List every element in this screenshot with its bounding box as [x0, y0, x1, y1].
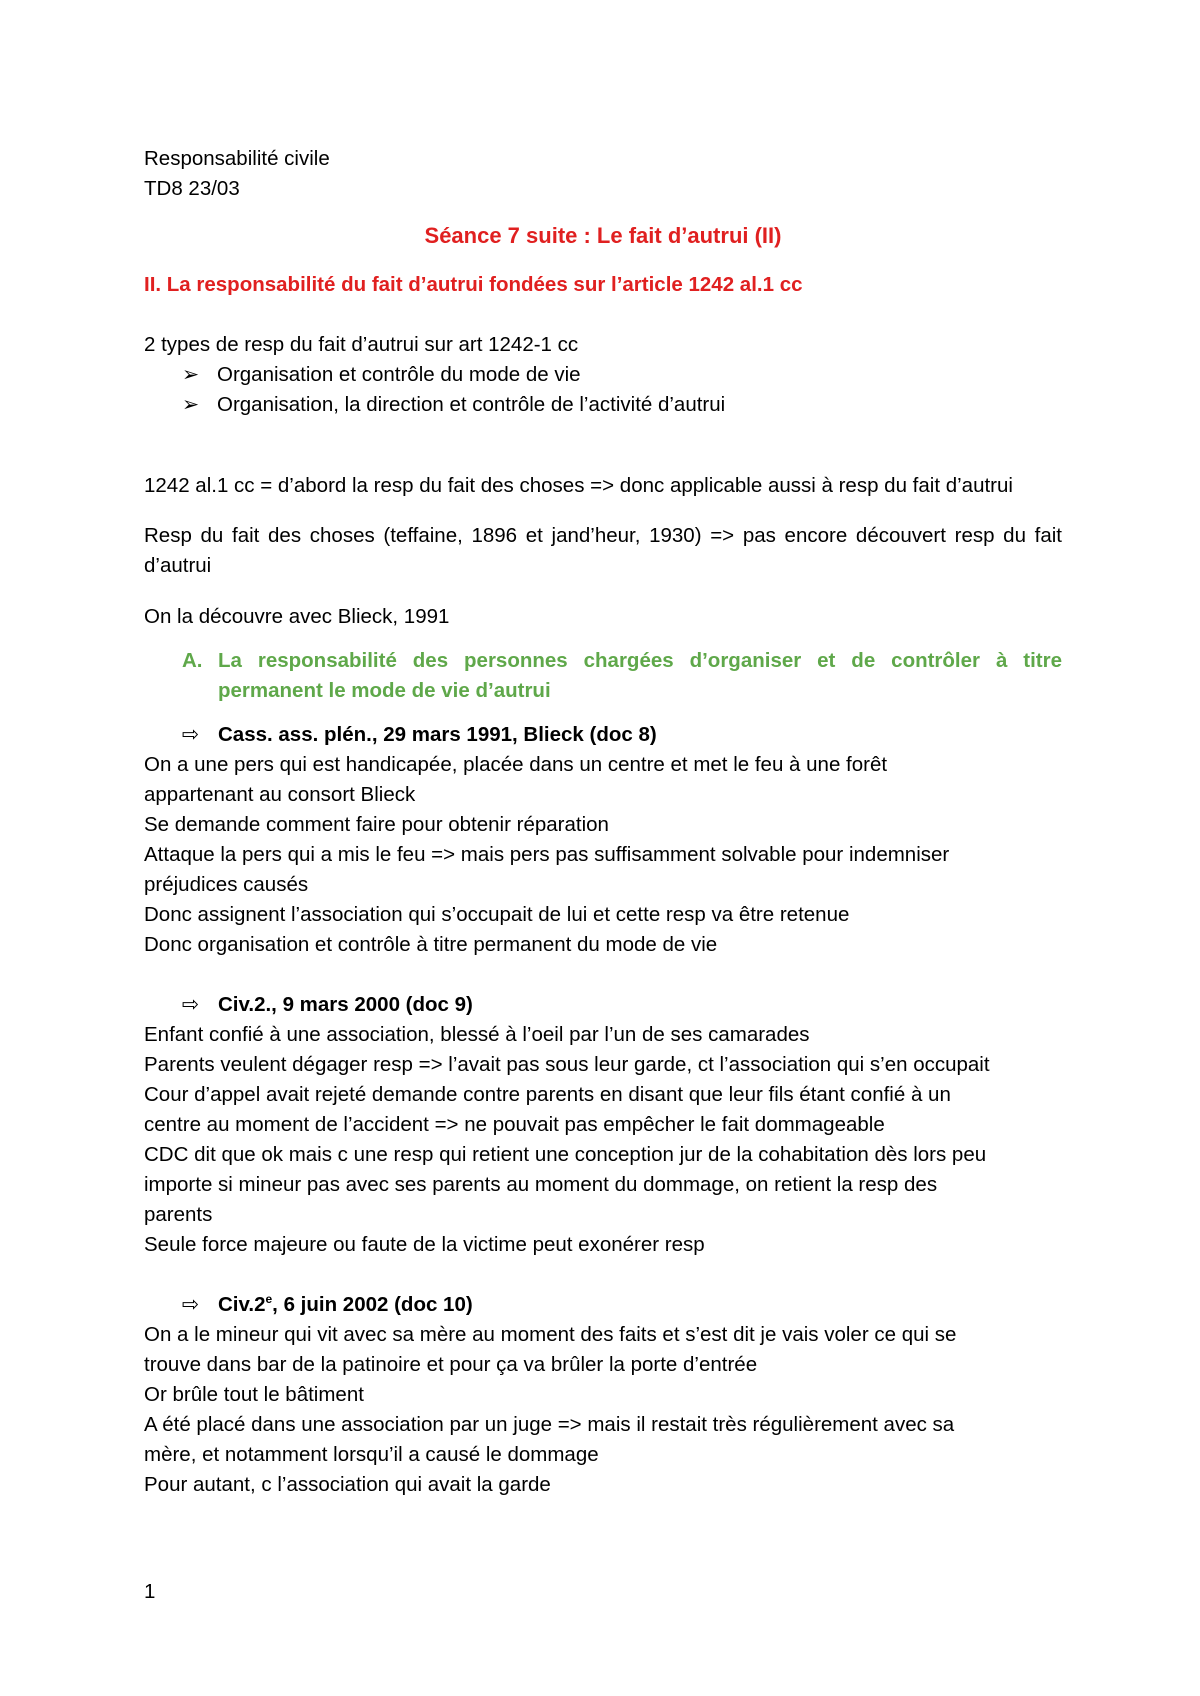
- course-name: Responsabilité civile: [144, 147, 330, 170]
- case-line: préjudices causés: [144, 872, 309, 896]
- page-content: [144, 144, 1062, 1500]
- case-line: Or brûle tout le bâtiment: [144, 1382, 364, 1406]
- case-line: centre au moment de l’accident => ne pouvait pas empêcher le fait dommageable: [144, 1112, 885, 1136]
- case-line: Enfant confié à une association, blessé à l’oeil par l’un de ses camarades: [144, 1022, 810, 1046]
- case-line: mère, et notamment lorsqu’il a causé le dommage: [144, 1442, 599, 1466]
- case-line: Attaque la pers qui a mis le feu => mais pers pas suffisamment solvable pour indemniser: [144, 842, 950, 866]
- section-ii-intro: 2 types de resp du fait d’autrui sur art 1242-1 cc: [144, 333, 579, 356]
- section-a-heading: [144, 646, 1062, 706]
- paragraph: Resp du fait des choses (teffaine, 1896 et jand’heur, 1930) => pas encore découvert resp du fait d’autrui: [144, 524, 1062, 577]
- document-title: Séance 7 suite : Le fait d’autrui (II): [424, 223, 782, 248]
- case-line: trouve dans bar de la patinoire et pour ça va brûler la porte d’entrée: [144, 1352, 758, 1376]
- case-title: Cass. ass. plén., 29 mars 1991, Blieck (doc 8): [218, 722, 657, 746]
- case-title: Civ.2., 9 mars 2000 (doc 9): [218, 992, 473, 1016]
- case-heading: [144, 720, 1062, 750]
- bullet-text: Organisation, la direction et contrôle de l’activité d’autrui: [217, 393, 726, 416]
- case-line: On a le mineur qui vit avec sa mère au moment des faits et s’est dit je vais voler ce qui se: [144, 1322, 957, 1346]
- case-line: Donc organisation et contrôle à titre permanent du mode de vie: [144, 932, 718, 956]
- case-line: parents: [144, 1202, 213, 1226]
- bullet-item: [144, 360, 1062, 390]
- paragraph: On la découvre avec Blieck, 1991: [144, 604, 450, 628]
- arrow-bullet-icon: ➢: [182, 393, 200, 416]
- arrow-right-icon: ⇨: [182, 992, 200, 1016]
- case-line: A été placé dans une association par un juge => mais il restait très régulièrement avec sa: [144, 1412, 955, 1436]
- case-line: appartenant au consort Blieck: [144, 782, 416, 806]
- case-line: Donc assignent l’association qui s’occupait de lui et cette resp va être retenue: [144, 902, 850, 926]
- section-a-title: La responsabilité des personnes chargées d’organiser et de contrôler à titre permanent le mode de vie d’autrui: [218, 648, 1062, 702]
- bullet-text: Organisation et contrôle du mode de vie: [217, 363, 581, 386]
- case-line: Parents veulent dégager resp => l’avait pas sous leur garde, ct l’association qui s’en occupait: [144, 1052, 990, 1076]
- section-a-marker: A.: [182, 648, 203, 672]
- case-line: CDC dit que ok mais c une resp qui retient une conception jur de la cohabitation dès lors peu: [144, 1142, 987, 1166]
- case-line: Pour autant, c l’association qui avait la garde: [144, 1472, 551, 1496]
- arrow-right-icon: ⇨: [182, 722, 200, 746]
- case-heading: [144, 990, 1062, 1020]
- arrow-bullet-icon: ➢: [182, 363, 200, 386]
- case-heading: [144, 1290, 1062, 1320]
- arrow-right-icon: ⇨: [182, 1292, 200, 1316]
- bullet-item: [144, 390, 1062, 420]
- session-date: TD8 23/03: [144, 177, 240, 200]
- case-line: Se demande comment faire pour obtenir réparation: [144, 812, 609, 836]
- page-number: 1: [144, 1580, 156, 1603]
- section-ii-heading: II. La responsabilité du fait d’autrui fondées sur l’article 1242 al.1 cc: [144, 273, 803, 296]
- case-line: Seule force majeure ou faute de la victime peut exonérer resp: [144, 1232, 705, 1256]
- case-line: On a une pers qui est handicapée, placée dans un centre et met le feu à une forêt: [144, 752, 888, 776]
- case-line: Cour d’appel avait rejeté demande contre parents en disant que leur fils étant confié à un: [144, 1082, 951, 1106]
- paragraph: 1242 al.1 cc = d’abord la resp du fait des choses => donc applicable aussi à resp du fait d’autrui: [144, 473, 1013, 497]
- case-line: importe si mineur pas avec ses parents au moment du dommage, on retient la resp des: [144, 1172, 938, 1196]
- case-title: Civ.2e, 6 juin 2002 (doc 10): [218, 1291, 473, 1316]
